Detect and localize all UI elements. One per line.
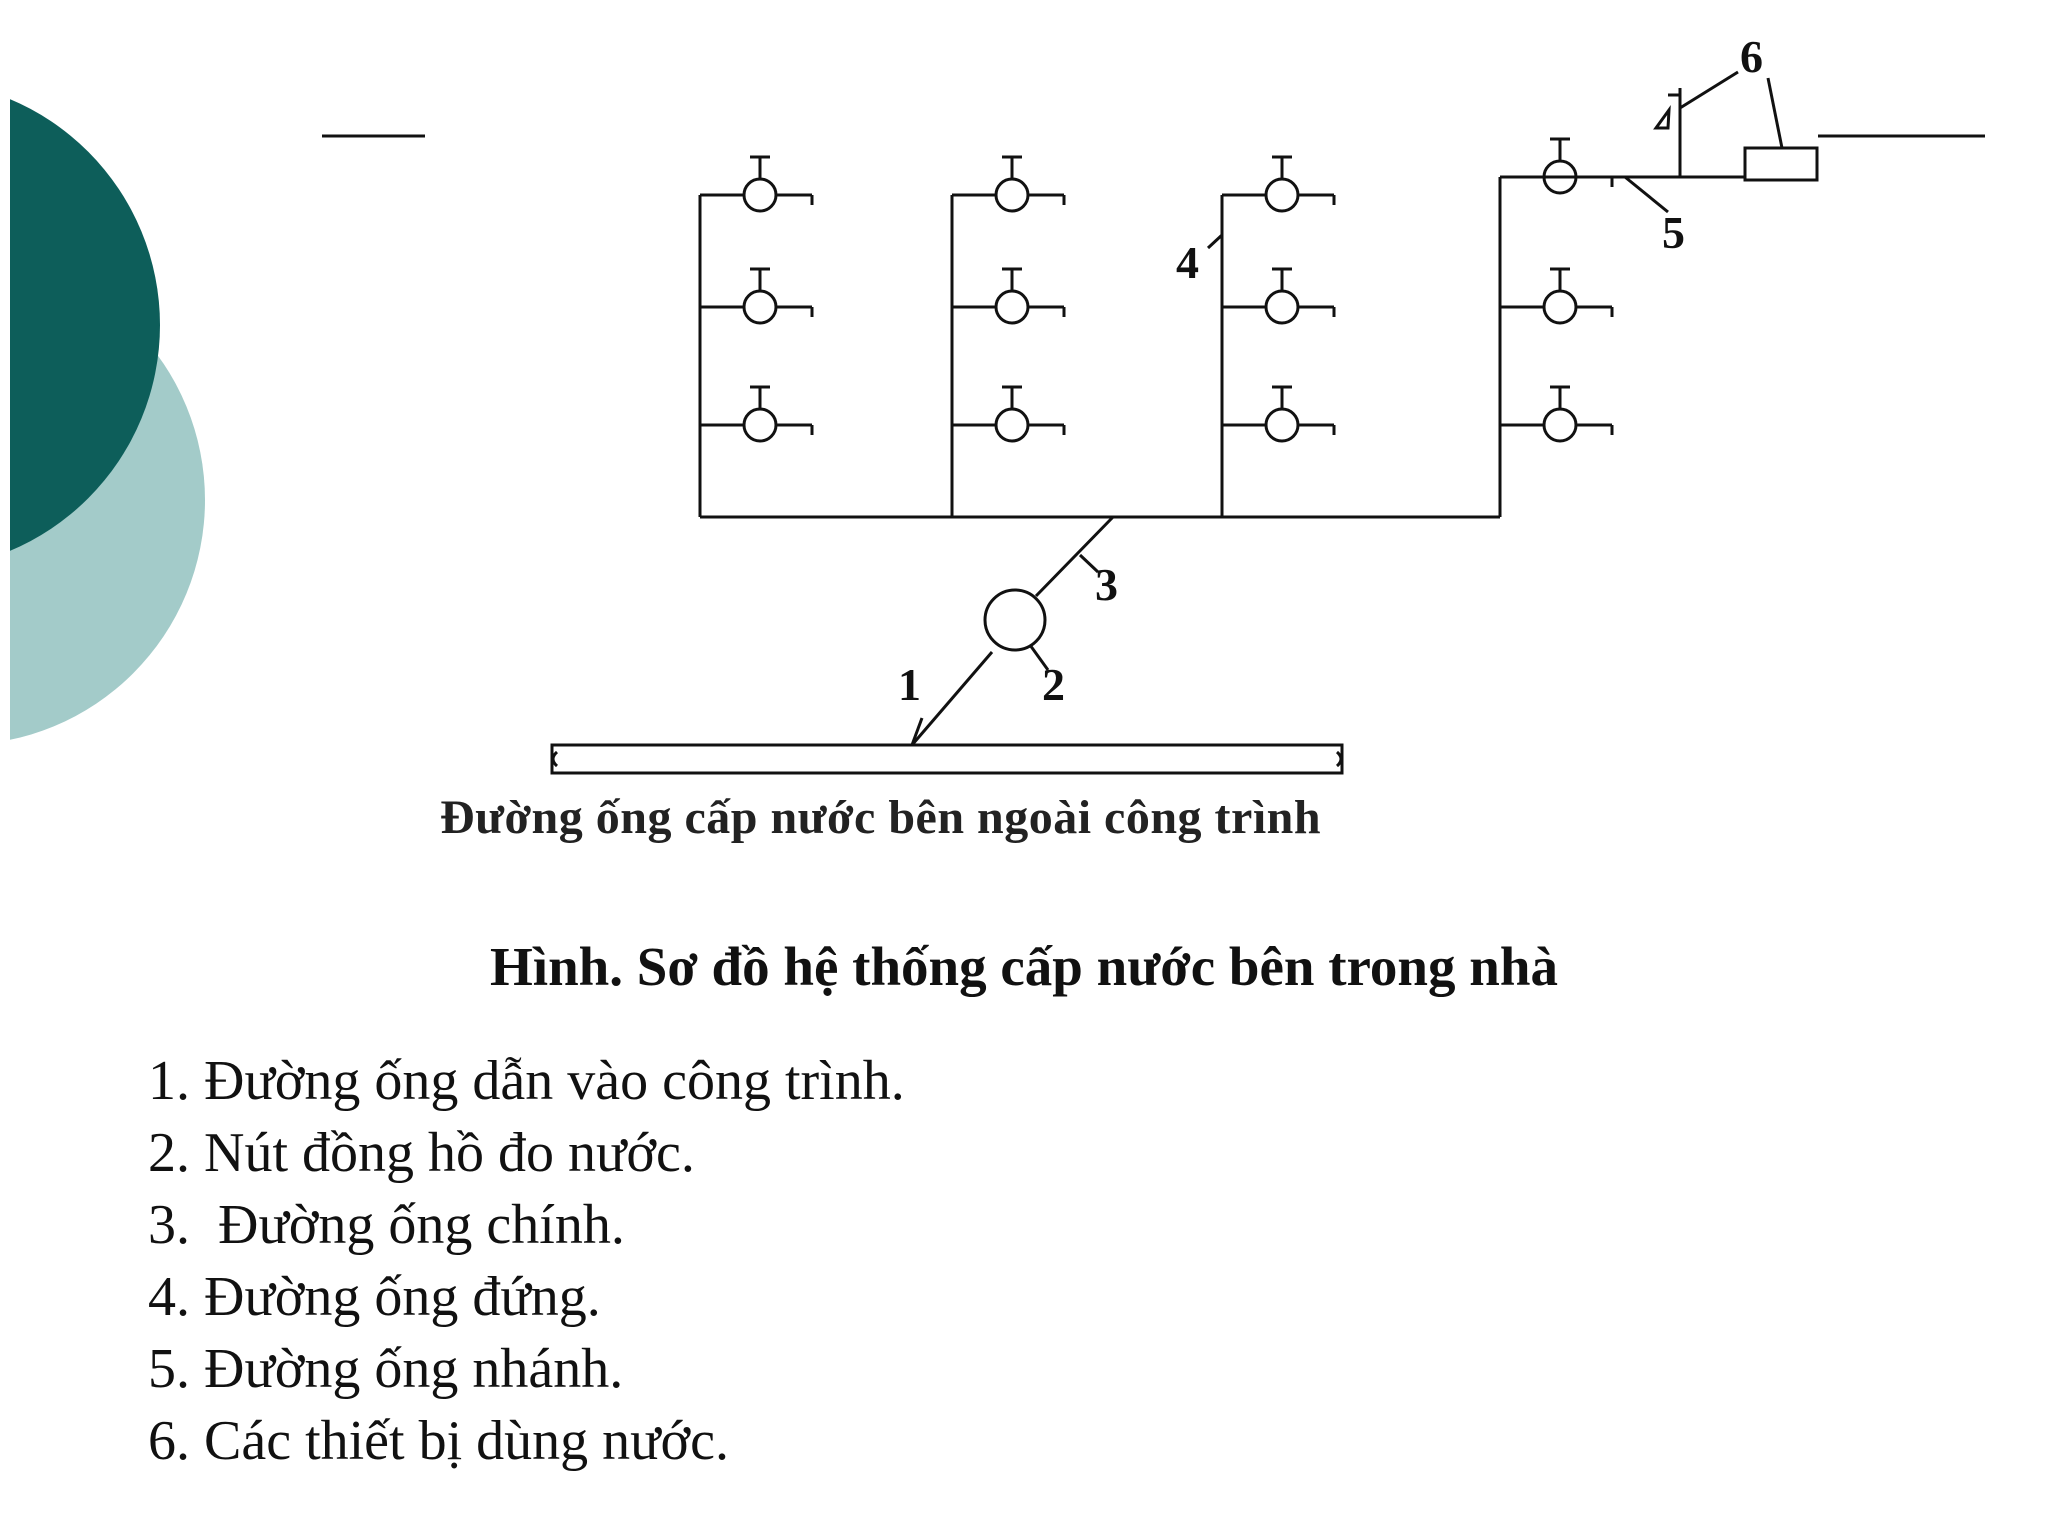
figure-title: Hình. Sơ đồ hệ thống cấp nước bên trong nhà bbox=[490, 936, 1558, 997]
tap-fixture-4-1 bbox=[1500, 139, 1612, 193]
tap-fixture-4-3 bbox=[1500, 387, 1612, 441]
label-2: 2 bbox=[1042, 659, 1065, 710]
leader-6a bbox=[1680, 72, 1738, 108]
legend-item: 3. Đường ống chính. bbox=[148, 1194, 625, 1256]
legend-item: 6. Các thiết bị dùng nước. bbox=[148, 1410, 729, 1472]
external-pipe-caption: Đường ống cấp nước bên ngoài công trình bbox=[440, 791, 1322, 844]
fixture-part bbox=[996, 291, 1028, 323]
label-3: 3 bbox=[1095, 559, 1118, 610]
fixture-part bbox=[1544, 409, 1576, 441]
tap-fixture-2-3 bbox=[952, 387, 1064, 441]
legend-item: 2. Nút đồng hồ đo nước. bbox=[148, 1122, 695, 1184]
fixture-part bbox=[1266, 409, 1298, 441]
tap-fixture-1-3 bbox=[700, 387, 812, 441]
legend-item: 1. Đường ống dẫn vào công trình. bbox=[148, 1050, 905, 1112]
fixture-part bbox=[744, 409, 776, 441]
fixture-part bbox=[744, 179, 776, 211]
tap-fixture-2-1 bbox=[952, 157, 1064, 211]
leader-6b bbox=[1768, 78, 1782, 148]
label-1: 1 bbox=[898, 659, 921, 710]
service-pipe bbox=[912, 652, 992, 745]
fixture-part bbox=[996, 179, 1028, 211]
external-pipe-ends bbox=[553, 752, 1341, 766]
fixture-part bbox=[996, 409, 1028, 441]
label-4: 4 bbox=[1176, 237, 1199, 288]
water-heater-box bbox=[1745, 148, 1817, 180]
tap-fixture-4-2 bbox=[1500, 269, 1612, 323]
tap-fixture-3-2 bbox=[1222, 269, 1334, 323]
legend-list bbox=[148, 1045, 905, 1477]
tap-fixture-3-3 bbox=[1222, 387, 1334, 441]
external-supply-pipe bbox=[552, 745, 1342, 773]
fixture-part bbox=[744, 291, 776, 323]
water-meter bbox=[985, 590, 1045, 650]
fixture-device-top-small bbox=[1656, 88, 1680, 128]
tap-fixture-3-1 bbox=[1222, 157, 1334, 211]
label-5: 5 bbox=[1662, 207, 1685, 258]
tap-fixture-1-2 bbox=[700, 269, 812, 323]
tap-fixture-1-1 bbox=[700, 157, 812, 211]
legend-item: 4. Đường ống đứng. bbox=[148, 1266, 601, 1328]
fixtures-group bbox=[700, 139, 1612, 441]
fixture-part bbox=[1266, 291, 1298, 323]
fixture-part bbox=[1266, 179, 1298, 211]
legend-item: 5. Đường ống nhánh. bbox=[148, 1338, 624, 1400]
fixture-part bbox=[1544, 291, 1576, 323]
leader-4 bbox=[1208, 235, 1222, 248]
tap-fixture-2-2 bbox=[952, 269, 1064, 323]
label-6: 6 bbox=[1740, 31, 1763, 82]
